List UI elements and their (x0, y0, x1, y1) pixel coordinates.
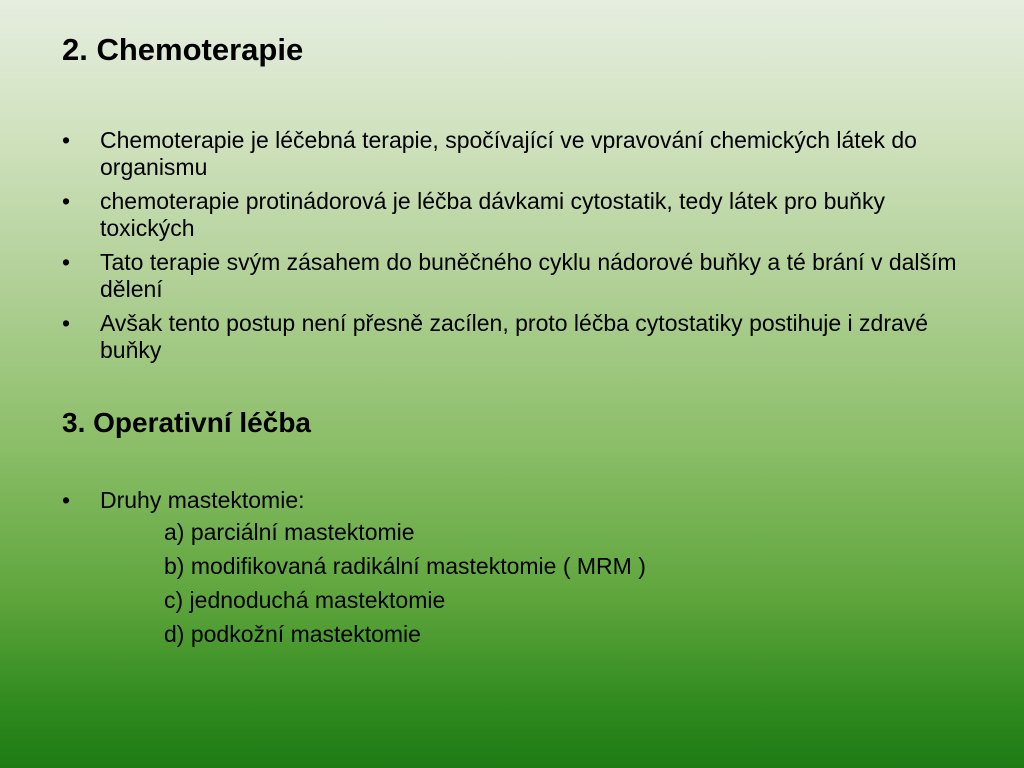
bullet-text: chemoterapie protinádorová je léčba dávkami cytostatik, tedy látek pro buňky toxických (100, 188, 885, 241)
bullet-icon: • (62, 188, 71, 214)
bullet-text: Druhy mastektomie: (100, 487, 305, 513)
chemoterapie-bullet-list (62, 127, 962, 371)
list-item (62, 188, 962, 242)
bullet-icon: • (62, 487, 71, 513)
bullet-text: Avšak tento postup není přesně zacílen, proto léčba cytostatiky postihuje i zdravé buňky (100, 310, 929, 363)
operativni-bullet-list (62, 487, 962, 521)
sub-list-item: d) podkožní mastektomie (164, 621, 421, 647)
bullet-icon: • (62, 127, 71, 153)
bullet-text: Chemoterapie je léčebná terapie, spočívající ve vpravování chemických látek do organismu (100, 127, 917, 180)
list-item (62, 127, 962, 181)
heading-operativni-lecba: 3. Operativní léčba (62, 407, 311, 438)
sub-list-item: c) jednoduchá mastektomie (164, 587, 446, 613)
list-item (62, 310, 962, 364)
bullet-icon: • (62, 249, 71, 275)
bullet-text: Tato terapie svým zásahem do buněčného cyklu nádorové buňky a té brání v dalším dělení (100, 249, 957, 302)
sub-list-item: b) modifikovaná radikální mastektomie ( MRM ) (164, 553, 646, 579)
mastectomy-types-list (164, 519, 646, 655)
list-item (62, 249, 962, 303)
list-item (62, 487, 962, 514)
bullet-icon: • (62, 310, 71, 336)
heading-chemoterapie: 2. Chemoterapie (62, 32, 304, 67)
sub-list-item: a) parciální mastektomie (164, 519, 415, 545)
